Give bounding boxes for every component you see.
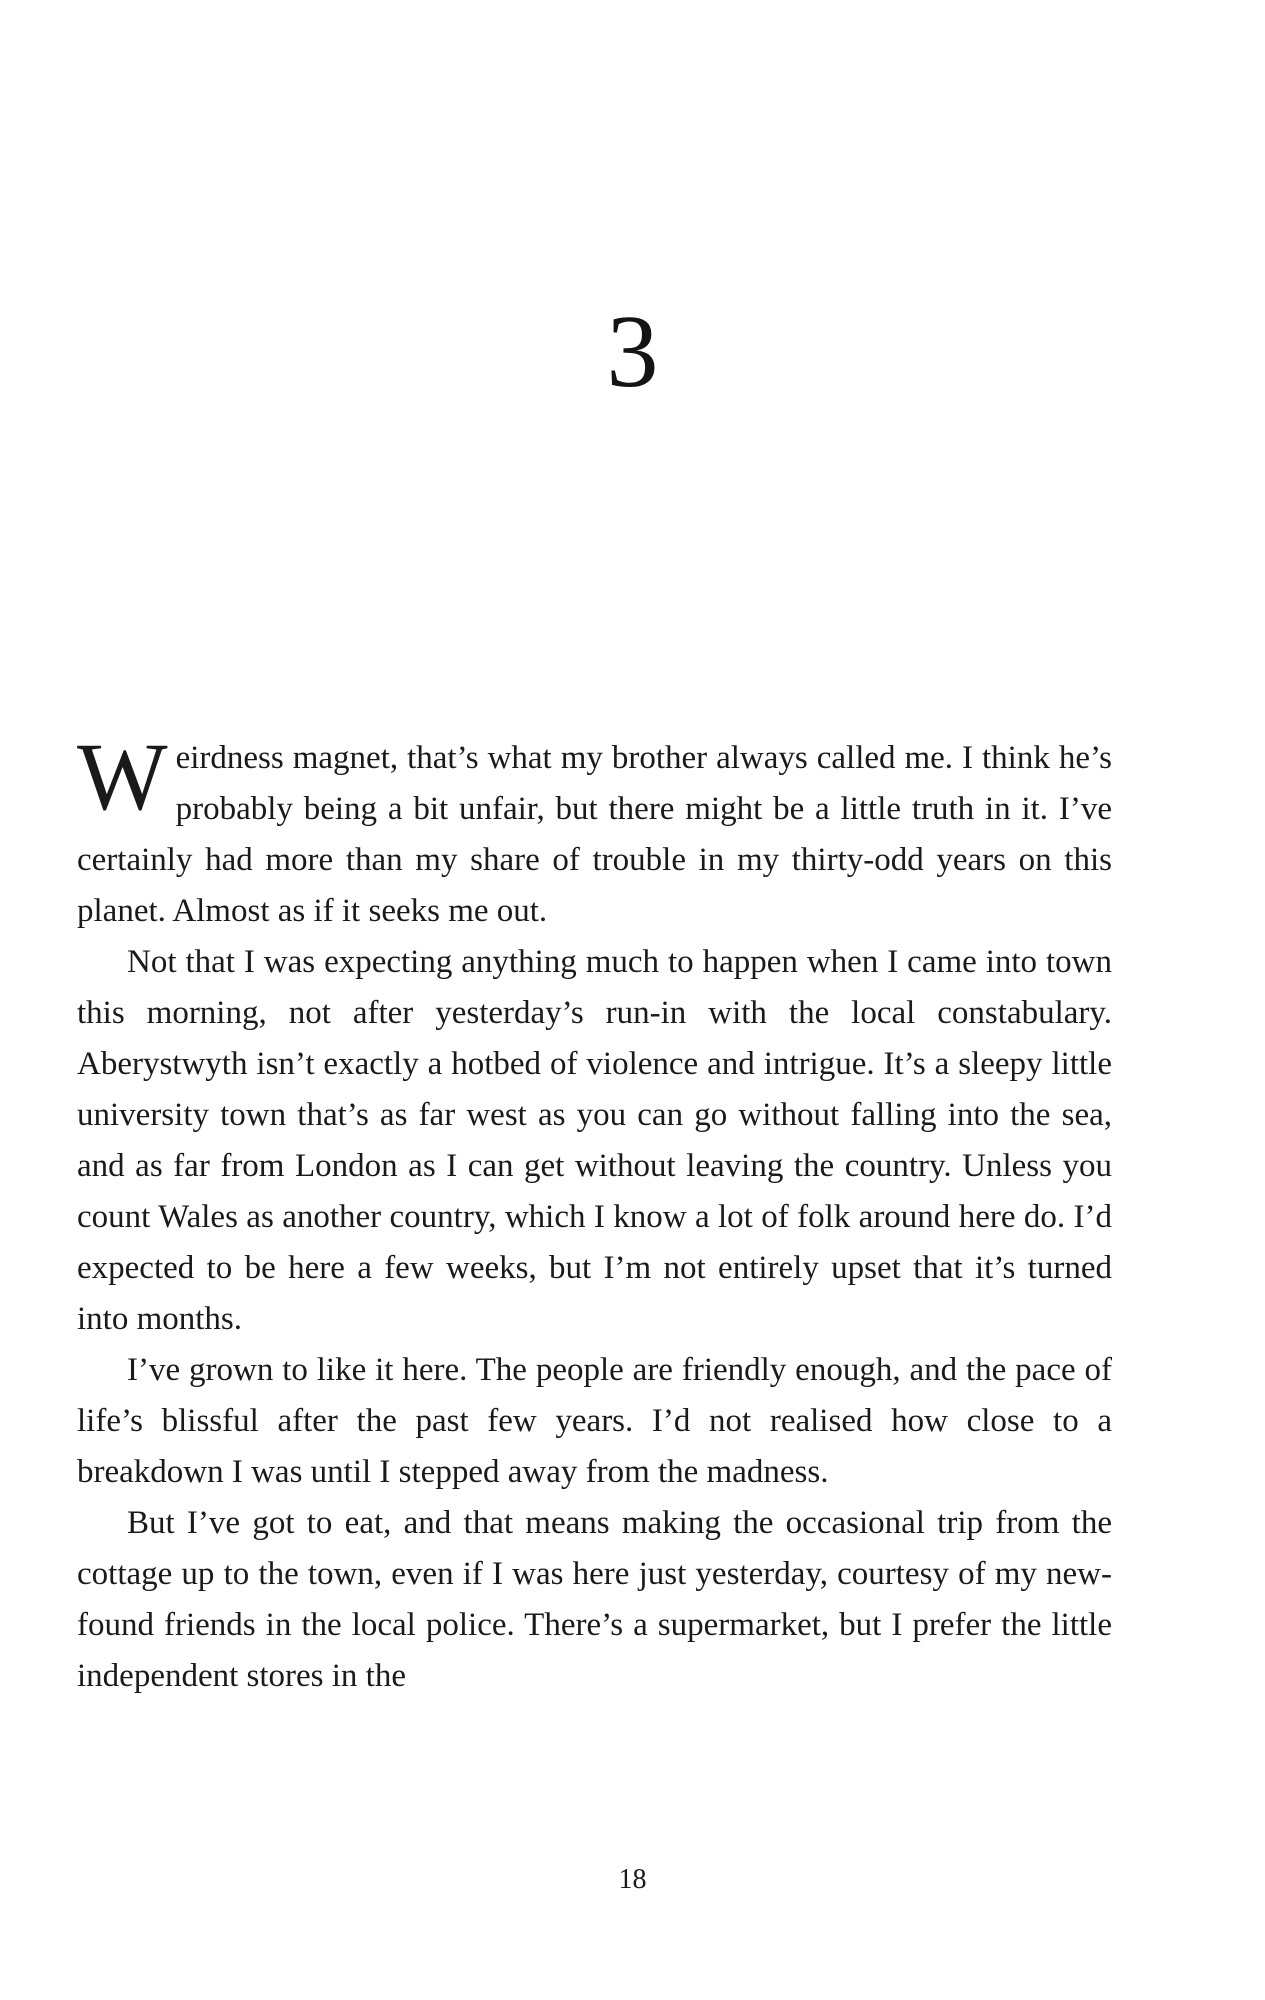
drop-cap: W [77,723,168,830]
paragraph-1-text: eirdness magnet, that’s what my brother always called me. I think he’s probably being a bit unfair, but there might be a little truth in it. I’ve certainly had more than my share of trouble in my thirty-odd years on this planet. Almost as if it seeks me out. [77,740,1112,929]
paragraph-1 [77,723,1112,937]
paragraph-2: Not that I was expecting anything much to happen when I came into town this morning, not after yesterday’s run-in with the local constabulary. Aberystwyth isn’t exactly a hotbed of violence and intrigue. It’s a sleepy little university town that’s as far west as you can go without falling into the sea, and as far from London as I can get without leaving the country. Unless you count Wales as another country, which I know a lot of folk around here do. I’d expected to be here a few weeks, but I’m not entirely upset that it’s turned into months. [77,944,1112,1337]
chapter-number: 3 [606,294,659,409]
paragraph-3: I’ve grown to like it here. The people are friendly enough, and the pace of life’s blissful after the past few years. I’d not realised how close to a breakdown I was until I stepped away from the madness. [77,1352,1112,1490]
page-number: 18 [618,1864,647,1895]
chapter-body [77,723,1112,1702]
paragraph-4: But I’ve got to eat, and that means making the occasional trip from the cottage up to the town, even if I was here just yesterday, courtesy of my new-found friends in the local police. There’s a supermarket, but I prefer the little independent stores in the [77,1505,1112,1694]
